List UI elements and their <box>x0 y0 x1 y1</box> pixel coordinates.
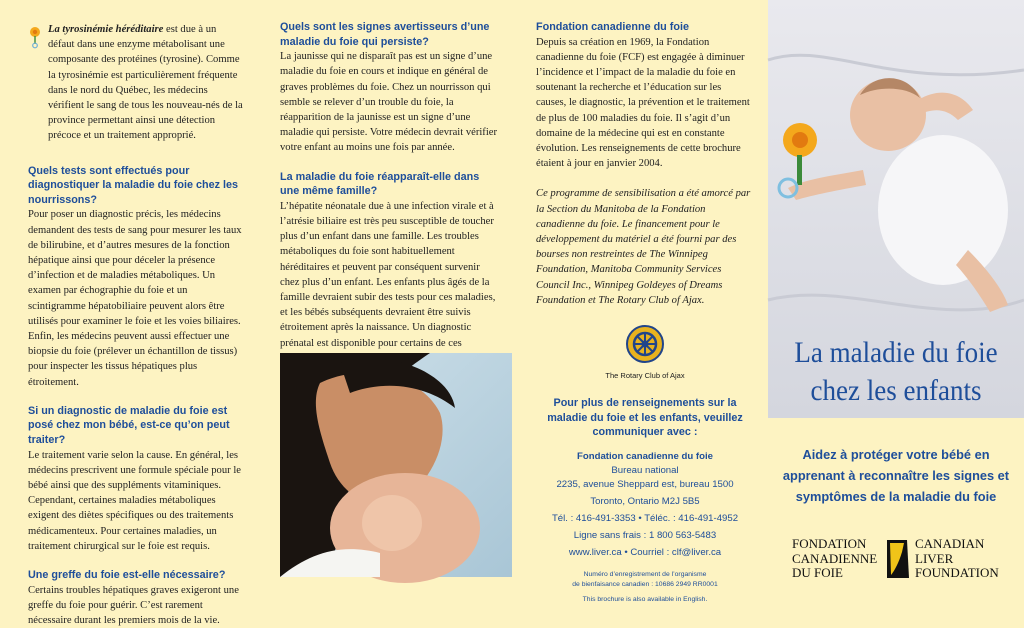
charity-number-line1: Numéro d’enregistrement de l’organisme <box>583 571 707 579</box>
heading-tests: Quels tests sont effectués pour diagnostiquer la maladie du foie chez les nourrissons? <box>28 164 238 206</box>
heading-foundation: Fondation canadienne du foie <box>536 21 689 33</box>
logo-en-line1: CANADIAN <box>915 536 985 551</box>
intro-text: est due à un défaut dans une enzyme métabolisant une composante des protéines (tyrosine). Comme la tyrosinémie est particulièrement fréquente dans le nord du Québec, les médecins vérifient le sang de tous les nouveau-nés de la province permettant ainsi une détection précoce et un traitement approprié. <box>48 24 243 142</box>
english-availability: This brochure is also available in English. <box>582 596 708 604</box>
contact-phone[interactable]: Tél. : 416-491-3353 • Téléc. : 416-491-4952 <box>551 513 739 525</box>
panel-back <box>512 0 768 604</box>
paragraph-funding: Ce programme de sensibilisation a été amorcé par la Section du Manitoba de la Fondation canadienne du foie. Le financement pour le développement du matériel a été fourni par des bourses non restreintes de The Winnipeg Foundation, Manitoba Community Services Council Inc., Winnipeg Goldeyes of Dreams Foundation et The Rotary Club of Ajax. <box>536 188 751 306</box>
paragraph-treatment: Le traitement varie selon la cause. En général, les médecins prescrivent une formule spéciale pour le bébé ainsi que des suppléments vitaminiques. Cependant, certaines maladies métaboliques exigent des diètes spécifiques ou des traitements médicamenteux. Pour certaines maladies, un traitement chirurgical sur le foie est requis. <box>28 449 241 552</box>
paragraph-tests: Pour poser un diagnostic précis, les médecins demandent des tests de sang pour mesurer les taux de bilirubine, et d’autres mesures de la fonction hépatique ainsi que pour déceler la présence d’infection et de maladies métaboliques. Un examen par échographie du foie et un scintigramme hépatobiliaire peuvent alors être utilisés pour examiner le foie et les voies biliaires. Enfin, les médecins peuvent aussi effectuer une biopsie du foie (prélever un échantillon de tissus) pour inspecter les tissus hépatiques plus étroitement. <box>28 209 242 388</box>
liver-foundation-logo-icon <box>885 538 911 580</box>
paragraph-transplant: Certains troubles hépatiques graves exigeront une greffe du foie pour guérir. C’est rarement nécessaire durant les premiers mois de la vie. <box>28 584 239 627</box>
cover-title <box>781 334 1011 410</box>
paragraph-family: L’hépatite néonatale due à une infection virale et à l’atrésie biliaire est très peu susceptible de toucher plus d’un enfant dans une famille. Les troubles métaboliques du foie sont habituellement héréditaires et peuvent par conséquent survenir chez plus d’un enfant. Les enfants plus âgés de la famille devraient subir des tests pour ces maladies, et les bébés subséquents devraient être suivis étroitement après la naissance. Un diagnostic prénatal est disponible pour certains de ces <box>280 200 496 349</box>
logo-text-english <box>915 537 999 581</box>
contact-address-line2: Toronto, Ontario M2J 5B5 <box>590 496 700 508</box>
contact-tollfree[interactable]: Ligne sans frais : 1 800 563-5483 <box>573 529 717 541</box>
contact-address-line1: 2235, avenue Sheppard est, bureau 1500 <box>556 479 734 491</box>
paragraph-warning-signs: La jaunisse qui ne disparaît pas est un signe d’une maladie du foie en cours et indique en général de graves problèmes du foie. Chez un nourrisson qui semble se relever d’un trouble du foie, la réapparition de la jaunisse est un signe d’une maladie qui persiste. Votre médecin devrait vérifier votre enfant au moins une fois par année. <box>280 51 497 154</box>
paragraph-foundation: Depuis sa création en 1969, la Fondation canadienne du foie (FCF) est engagée à diminuer l’incidence et l’impact de la maladie du foie en soutenant la recherche et l’éducation sur les causes, le diagnostic, la prévention et le traitement de plus de 100 maladies du foie. Il s’agit d’un domaine de la médecine qui est en constante évolution. Les renseignements de cette brochure étaient à jour en janvier 2004. <box>536 36 750 170</box>
logo-fr-line1: FONDATION <box>792 536 867 551</box>
heading-warning-signs: Quels sont les signes avertisseurs d’une maladie du foie qui persiste? <box>280 21 490 48</box>
contact-heading: Pour plus de renseignements sur la maladie du foie et les enfants, veuillez communiquer avec : <box>547 397 743 439</box>
panel-inside-left <box>0 0 256 627</box>
logo-en-line3: FOUNDATION <box>915 565 999 581</box>
charity-number-line2: de bienfaisance canadien : 10686 2949 RR0001 <box>572 580 718 588</box>
contact-org-name: Fondation canadienne du foie <box>577 450 713 462</box>
logo-fr-line3: DU FOIE <box>792 565 843 581</box>
heading-family: La maladie du foie réapparaît-elle dans une même famille? <box>280 170 480 198</box>
heading-transplant: Une greffe du foie est-elle nécessaire? <box>28 569 226 582</box>
heading-treatment: Si un diagnostic de maladie du foie est posé chez mon bébé, est-ce qu’on peut traiter? <box>28 404 230 447</box>
intro-paragraph <box>28 22 244 144</box>
cover-tagline: Aidez à protéger votre bébé en apprenant à reconnaître les signes et symptômes de la maladie du foie <box>782 447 1010 504</box>
logo-text-french <box>792 537 877 581</box>
intro-term: La tyrosinémie héréditaire <box>48 24 164 35</box>
logo-en-line2: LIVER <box>915 550 954 566</box>
contact-office: Bureau national <box>611 465 679 477</box>
contact-block <box>536 396 754 605</box>
rotary-logo <box>536 324 754 380</box>
rotary-label: The Rotary Club of Ajax <box>605 371 685 381</box>
flower-rattle-icon <box>28 26 42 48</box>
cover-title-line2: chez les enfants <box>810 374 982 407</box>
rotary-wheel-icon <box>625 324 665 364</box>
cover-title-line1: La maladie du foie <box>794 336 998 369</box>
contact-web-email[interactable]: www.liver.ca • Courriel : clf@liver.ca <box>568 546 722 558</box>
mother-baby-photo <box>280 353 512 577</box>
logo-fr-line2: CANADIENNE <box>792 550 878 566</box>
